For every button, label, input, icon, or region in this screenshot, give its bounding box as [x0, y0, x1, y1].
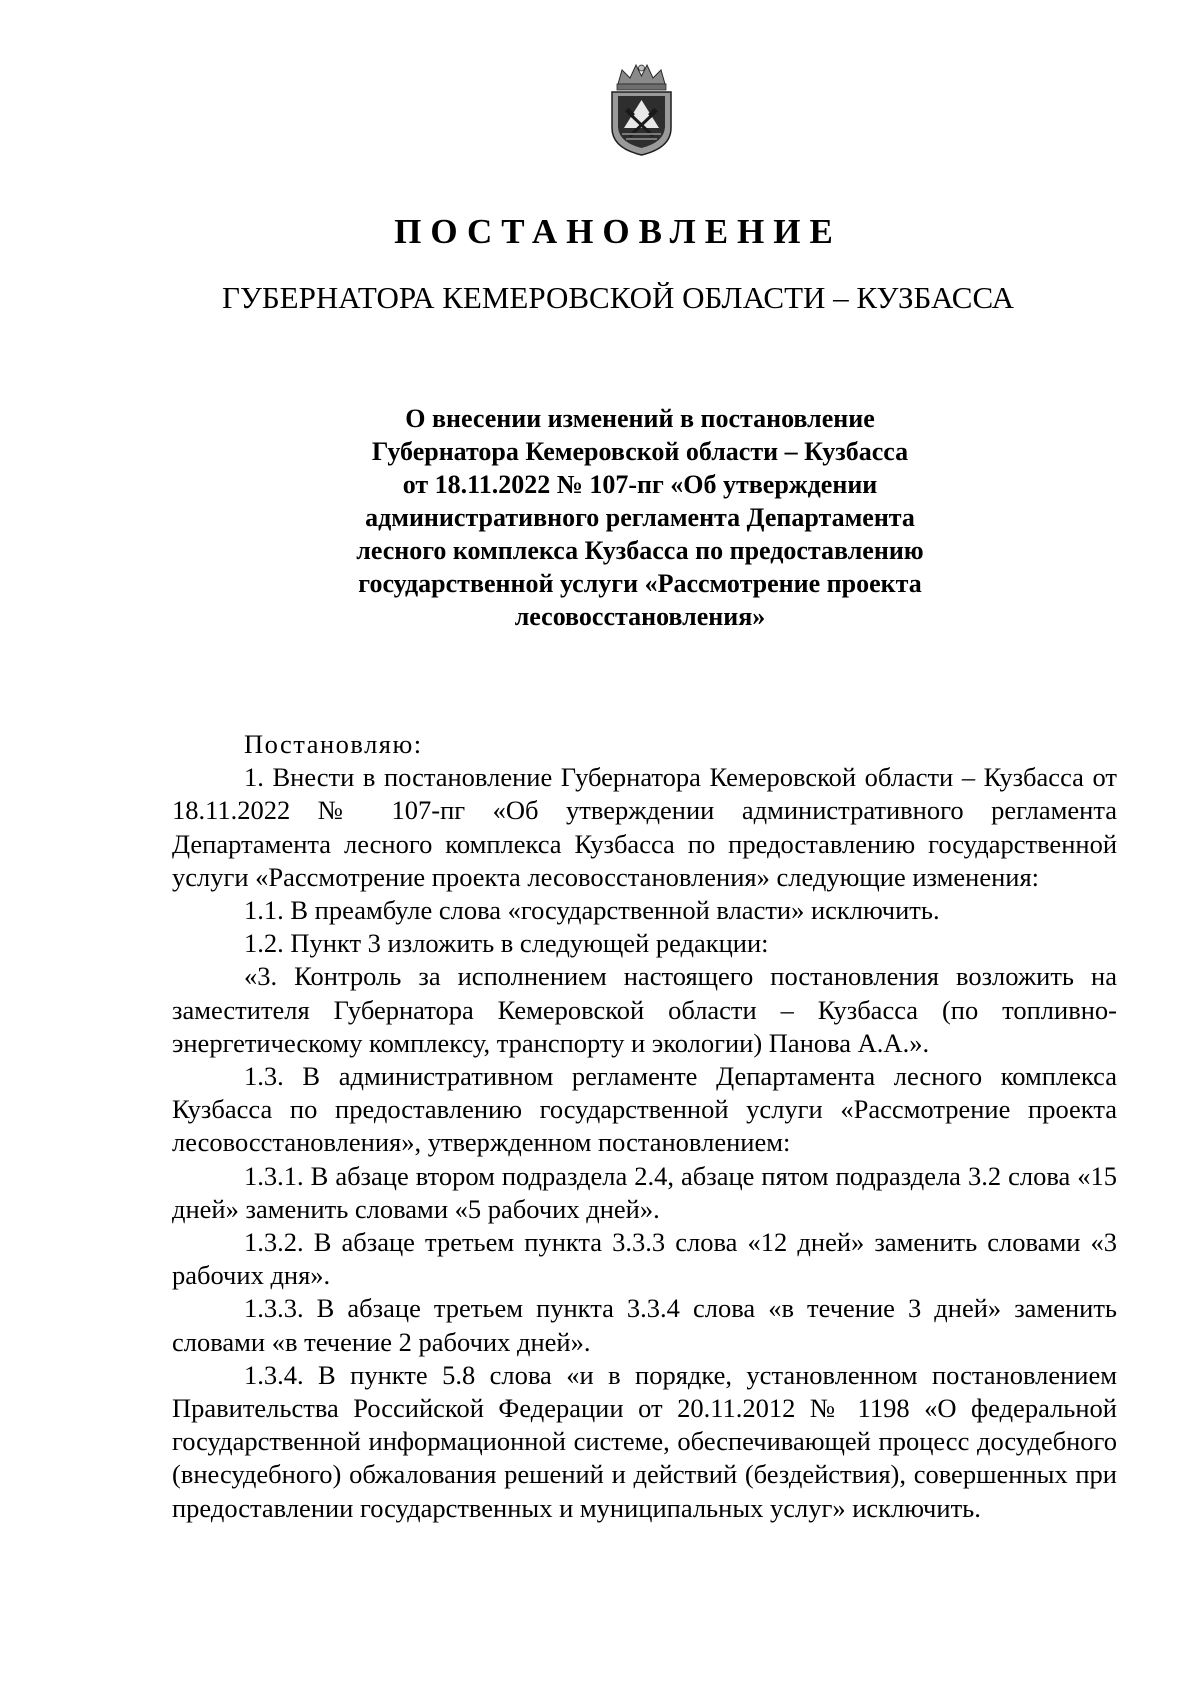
- paragraph-1-1: 1.1. В преамбуле слова «государственной власти» исключить.: [244, 895, 940, 926]
- subject-line: лесовосстановления»: [514, 602, 766, 631]
- subject-line: Губернатора Кемеровской области – Кузбасса: [371, 437, 909, 466]
- intro-decree: Постановляю:: [244, 729, 423, 759]
- paragraph-1: 1. Внести в постановление Губернатора Кемеровской области – Кузбасса от 18.11.2022 № 107-пг «Об утверждении административного регламента Департамента лесного комплекса Кузбасса по предоставлению государственной услуги «Рассмотрение проекта лесовосстановления» следующие изменения:: [172, 762, 1117, 892]
- document-body: [172, 728, 1117, 1525]
- subject-line: от 18.11.2022 № 107-пг «Об утверждении: [402, 470, 878, 499]
- paragraph-1-3-1: 1.3.1. В абзаце втором подраздела 2.4, абзаце пятом подраздела 3.2 слова «15 дней» заменить словами «5 рабочих дней».: [172, 1160, 1117, 1224]
- paragraph-1-3-4: 1.3.4. В пункте 5.8 слова «и в порядке, установленном постановлением Правительства Российской Федерации от 20.11.2012 № 1198 «О федеральной государственной информационной системе, обеспечивающей процесс досудебного (внесудебного) обжалования решений и действий (бездействия), совершенных при предоставлении государственных и муниципальных услуг» исключить.: [172, 1359, 1117, 1523]
- subject-line: государственной услуги «Рассмотрение проекта: [358, 569, 922, 598]
- kuzbass-coat-of-arms-icon: [604, 62, 679, 157]
- paragraph-point-3-text: «3. Контроль за исполнением настоящего постановления возложить на заместителя Губернатора Кемеровской области – Кузбасса (по топливно-энергетическому комплексу, транспорту и экологии) Панова А.А.».: [172, 961, 1117, 1058]
- document-subject: [300, 402, 980, 633]
- subject-line: лесного комплекса Кузбасса по предоставлению: [356, 536, 924, 565]
- document-type-heading: ПОСТАНОВЛЕНИЕ: [394, 212, 842, 251]
- subject-line: административного регламента Департамента: [365, 503, 915, 532]
- paragraph-1-3-3: 1.3.3. В абзаце третьем пункта 3.3.4 слова «в течение 3 дней» заменить словами «в течение 2 рабочих дней».: [172, 1293, 1117, 1357]
- paragraph-1-3: 1.3. В административном регламенте Департамента лесного комплекса Кузбасса по предоставлению государственной услуги «Рассмотрение проекта лесовосстановления», утвержденном постановлением:: [172, 1061, 1117, 1158]
- issuing-authority: ГУБЕРНАТОРА КЕМЕРОВСКОЙ ОБЛАСТИ – КУЗБАССА: [222, 280, 1014, 315]
- paragraph-1-2: 1.2. Пункт 3 изложить в следующей редакции:: [244, 928, 769, 959]
- subject-line: О внесении изменений в постановление: [405, 404, 875, 433]
- paragraph-1-3-2: 1.3.2. В абзаце третьем пункта 3.3.3 слова «12 дней» заменить словами «3 рабочих дня».: [172, 1227, 1117, 1291]
